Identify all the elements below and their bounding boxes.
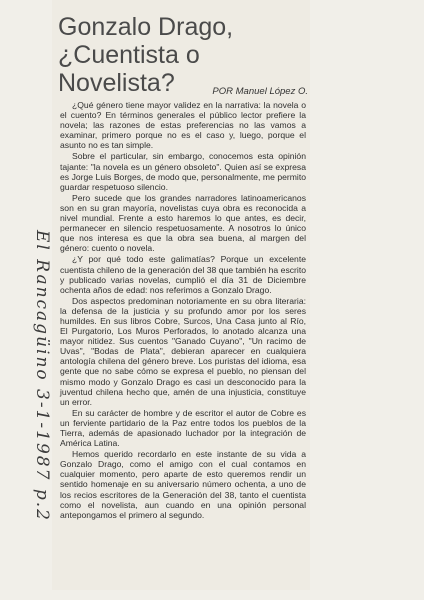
paragraph: Sobre el particular, sin embargo, conocemos esta opinión tajante: "la novela es un género obsoleto". Quien así se expresa es Jorge Luis Borges, de modo que, personalmente, me permito guardar respetuoso silencio. xyxy=(60,151,306,192)
paragraph: ¿Qué género tiene mayor validez en la narrativa: la novela o el cuento? En términos generales el público lector prefiere la novela; las razones de estas preferencias no las vamos a examinar, primero porque no es el caso y, luego, porque el asunto no es tan simple. xyxy=(60,100,306,151)
paragraph: En su carácter de hombre y de escritor el autor de Cobre es un ferviente partidario de la Paz entre todos los pueblos de la Tierra, además de apasionado luchador por la integración de América Latina. xyxy=(60,407,306,449)
headline-line-2: ¿Cuentista o xyxy=(58,40,200,69)
paragraph: ¿Y por qué todo este galimatías? Porque un excelente cuentista chileno de la generación del 38 que también ha escrito y publicado varias novelas, cumplió el día 31 de Diciembre ochenta años de edad: nos referimos a Gonzalo Drago. xyxy=(60,254,306,295)
article-body xyxy=(60,100,306,521)
handwritten-source-note: El Rancagüino 3-1-1987 p.2 xyxy=(32,230,52,522)
paragraph: Dos aspectos predominan notoriamente en su obra literaria: la defensa de la justicia y su profundo amor por los seres humildes. En sus libros Cobre, Surcos, Una Casa junto al Río, El Purgatorio, Los Muros Perforados, lo anotado alcanza una mayor nitidez. Sus cuentos "Ganado Cuyano", "Un racimo de Uvas", "Bodas de Plata", debieran aparecer en cualquiera antología chilena del género breve. Los puristas del idioma, esa gente que no sabe cómo se expresa el pueblo, no piensan del mismo modo y Gonzalo Drago es casi un desconocido para la juventud chilena hecho que, amén de una injusticia, constituye un error. xyxy=(60,295,306,407)
paragraph: Hemos querido recordarlo en este instante de su vida a Gonzalo Drago, como el amigo con el cual contamos en cualquier momento, pero aparte de esto queremos rendir un sentido homenaje en su aniversario número ochenta, a uno de los recios escritores de la Generación del 38, tanto el cuentista como el novelista, aun cuando en una opinión personal antepongamos el primero al segundo. xyxy=(60,449,306,520)
paragraph: Pero sucede que los grandes narradores latinoamericanos son en su gran mayoría, novelistas cuya obra es reconocida a nivel mundial. Frente a esto haremos lo que antes, es decir, permanecer en silencio respetuosamente. A nosotros lo único que nos interesa es que la obra sea buena, al margen del género: cuento o novela. xyxy=(60,192,306,254)
headline-line-1: Gonzalo Drago, xyxy=(58,12,234,41)
byline: POR Manuel López O. xyxy=(212,86,308,97)
headline xyxy=(58,13,308,97)
headline-line-3: Novelista? xyxy=(58,68,175,97)
